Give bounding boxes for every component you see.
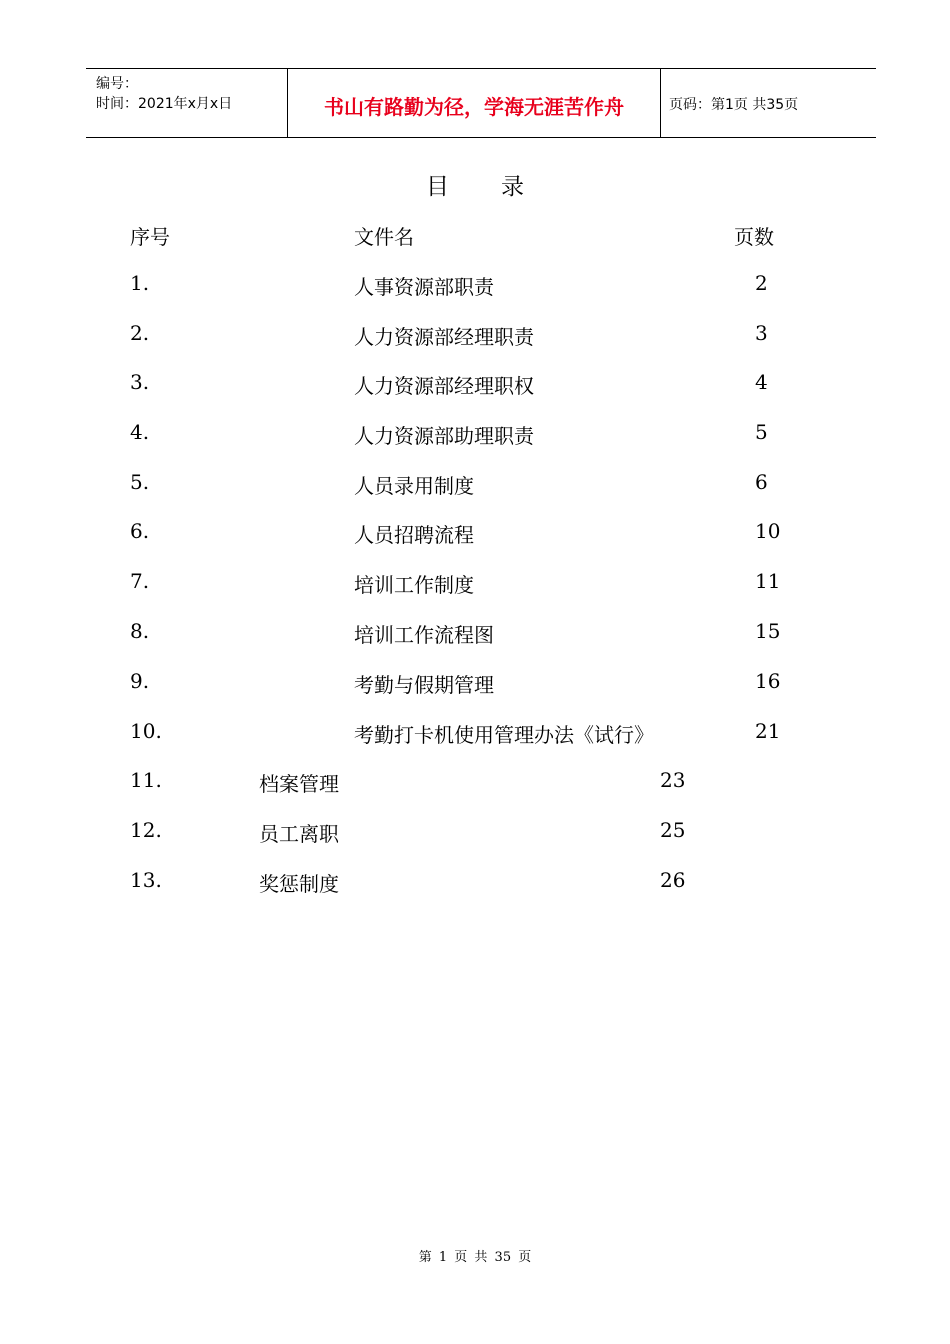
- toc-row-name: 人员招聘流程: [354, 523, 474, 547]
- toc-row-index: 10.: [130, 719, 162, 743]
- toc-row-index: 11.: [130, 768, 162, 792]
- document-number-label: 编号：: [96, 76, 138, 92]
- toc-row-page: 3: [755, 321, 768, 345]
- toc-row-page: 26: [660, 868, 686, 892]
- toc-header-index: 序号: [130, 225, 170, 249]
- toc-row-index: 6.: [130, 519, 150, 543]
- toc-row-index: 13.: [130, 868, 162, 892]
- toc-row-page: 11: [755, 569, 781, 593]
- toc-row-index: 9.: [130, 669, 150, 693]
- page-footer: 第 1 页 共 35 页: [418, 1250, 532, 1265]
- toc-row-name: 人力资源部经理职责: [354, 325, 534, 349]
- document-time-label: 时间：2021年x月x日: [96, 96, 233, 112]
- toc-row-page: 16: [755, 669, 781, 693]
- toc-row-name: 考勤打卡机使用管理办法《试行》: [354, 723, 654, 747]
- toc-row-index: 7.: [130, 569, 150, 593]
- toc-row-page: 10: [755, 519, 781, 543]
- toc-header-pages: 页数: [734, 225, 774, 249]
- toc-row-page: 23: [660, 768, 686, 792]
- header-left-cell: [86, 69, 288, 137]
- toc-row-index: 4.: [130, 420, 150, 444]
- toc-row-page: 5: [755, 420, 768, 444]
- toc-header-file: 文件名: [354, 225, 414, 249]
- toc-row-index: 8.: [130, 619, 150, 643]
- toc-row-name: 人员录用制度: [354, 474, 474, 498]
- toc-row-name: 员工离职: [259, 822, 339, 846]
- toc-row-index: 2.: [130, 321, 150, 345]
- toc-row-page: 6: [755, 470, 768, 494]
- toc-row-page: 15: [755, 619, 781, 643]
- toc-row-page: 21: [755, 719, 781, 743]
- toc-row-page: 2: [755, 271, 768, 295]
- toc-title: 目录: [426, 174, 576, 200]
- toc-row-page: 25: [660, 818, 686, 842]
- toc-row-name: 奖惩制度: [259, 872, 339, 896]
- header-middle-cell: [288, 69, 661, 137]
- toc-row-name: 档案管理: [259, 772, 339, 796]
- toc-row-index: 12.: [130, 818, 162, 842]
- toc-row-index: 5.: [130, 470, 150, 494]
- header-motto: 书山有路勤为径，学海无涯苦作舟: [324, 95, 624, 119]
- header-page-info: 页码：第1页 共35页: [669, 97, 799, 113]
- toc-row-index: 3.: [130, 370, 150, 394]
- toc-row-name: 人力资源部助理职责: [354, 424, 534, 448]
- toc-row-index: 1.: [130, 271, 150, 295]
- toc-row-name: 培训工作流程图: [354, 623, 494, 647]
- toc-row-name: 人力资源部经理职权: [354, 374, 534, 398]
- toc-row-name: 培训工作制度: [354, 573, 474, 597]
- toc-row-name: 人事资源部职责: [354, 275, 494, 299]
- toc-row-page: 4: [755, 370, 768, 394]
- header-right-cell: [661, 69, 876, 137]
- page-header: [86, 68, 876, 138]
- toc-row-name: 考勤与假期管理: [354, 673, 494, 697]
